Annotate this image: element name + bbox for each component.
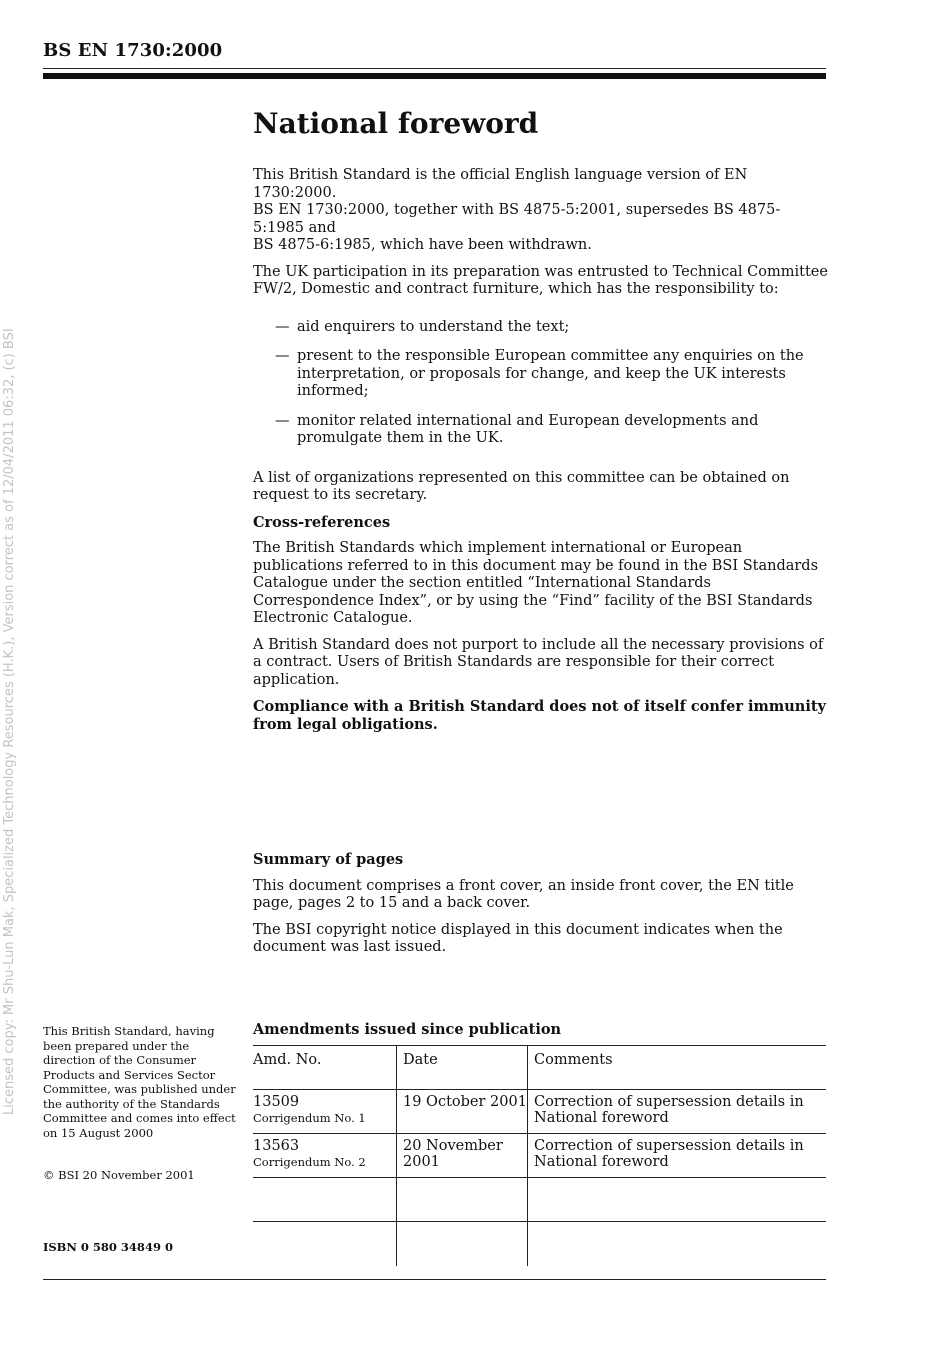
national-foreword-section [253,106,828,733]
column-header-comments: Comments [528,1046,827,1090]
amendments-heading: Amendments issued since publication [253,1021,562,1038]
header-rule-thin [43,68,826,69]
amd-date: 20 November 2001 [397,1134,528,1178]
cross-references-heading: Cross-references [253,513,391,531]
list-item-text: present to the responsible European committee any enquiries on the interpretation, or proposals for change, and keep the UK interests informed; [297,348,804,399]
intro-line-3: BS 4875-6:1985, which have been withdrawn. [253,237,592,253]
list-dash: — [275,348,290,364]
amd-date: 19 October 2001 [397,1090,528,1134]
amd-comment: Correction of supersession details in National foreword [528,1090,827,1134]
list-item [253,319,828,337]
summary-paragraph: This document comprises a front cover, an inside front cover, the EN title page, pages 2 to 15 and a back cover. [253,877,794,911]
provisions-paragraph: A British Standard does not purport to include all the necessary provisions of a contract. Users of British Standards are responsible for their correct application. [253,636,824,688]
table-header-row [253,1046,826,1090]
column-header-date: Date [397,1046,528,1090]
list-item [253,413,828,448]
amd-number-cell [253,1090,397,1134]
list-dash: — [275,318,290,335]
isbn: ISBN 0 580 34849 0 [43,1240,173,1254]
copyright-notice-paragraph: The BSI copyright notice displayed in this document indicates when the document was last issued. [253,921,783,955]
list-dash: — [275,412,290,429]
header-rule-thick [43,73,826,79]
table-row [253,1134,826,1178]
copyright-line: © BSI 20 November 2001 [43,1168,195,1182]
amendments-table [253,1045,826,1266]
corrigendum-label: Corrigendum No. 1 [253,1111,366,1125]
list-item-text: aid enquirers to understand the text; [297,318,570,335]
empty-table-row [253,1178,826,1222]
cross-references-paragraph: The British Standards which implement international or European publications referred to in this document may be found in the BSI Standards Catalogue under the section entitled “International Standards Correspondence Index”, or by using the “Find” facility of the BSI Standards Electronic Catalogue. [253,540,819,626]
summary-heading: Summary of pages [253,851,404,868]
amd-comment: Correction of supersession details in National foreword [528,1134,827,1178]
empty-table-row [253,1222,826,1266]
column-header-amd-no: Amd. No. [253,1052,322,1068]
amendments-section [253,1021,826,1266]
table-row [253,1090,826,1134]
intro-line-1: This British Standard is the official English language version of EN 1730:2000. [253,167,748,201]
compliance-statement: Compliance with a British Standard does not of itself confer immunity from legal obligations. [253,698,826,733]
intro-line-2: BS EN 1730:2000, together with BS 4875-5:2001, supersedes BS 4875-5:1985 and [253,202,781,236]
publication-note: This British Standard, having been prepared under the direction of the Consumer Products and Services Sector Committee, was published under the authority of the Standards Committee and comes into effect on 15 August 2000 [43,1024,236,1140]
footer-rule [43,1279,826,1280]
responsibility-list [253,319,828,448]
list-item-text: monitor related international and European developments and promulgate them in the UK. [297,412,759,446]
license-watermark: Licensed copy: Mr Shu-Lun Mak, Specialized Technology Resources (H.K.), Version correct as of 12/04/2011 06:32, (c) BSI [2,328,17,1115]
corrigendum-label: Corrigendum No. 2 [253,1155,366,1169]
committee-paragraph: The UK participation in its preparation was entrusted to Technical Committee FW/2, Domestic and contract furniture, which has the responsibility to: [253,263,828,297]
amd-number: 13563 [253,1138,300,1154]
list-item [253,348,828,401]
summary-of-pages-section [253,851,828,966]
organizations-paragraph: A list of organizations represented on this committee can be obtained on request to its secretary. [253,469,790,503]
intro-paragraph [253,167,828,255]
amd-number: 13509 [253,1094,300,1110]
page-title: National foreword [253,107,539,140]
publication-sidebar [43,1024,238,1183]
amd-number-cell [253,1134,397,1178]
document-code: BS EN 1730:2000 [43,40,223,61]
